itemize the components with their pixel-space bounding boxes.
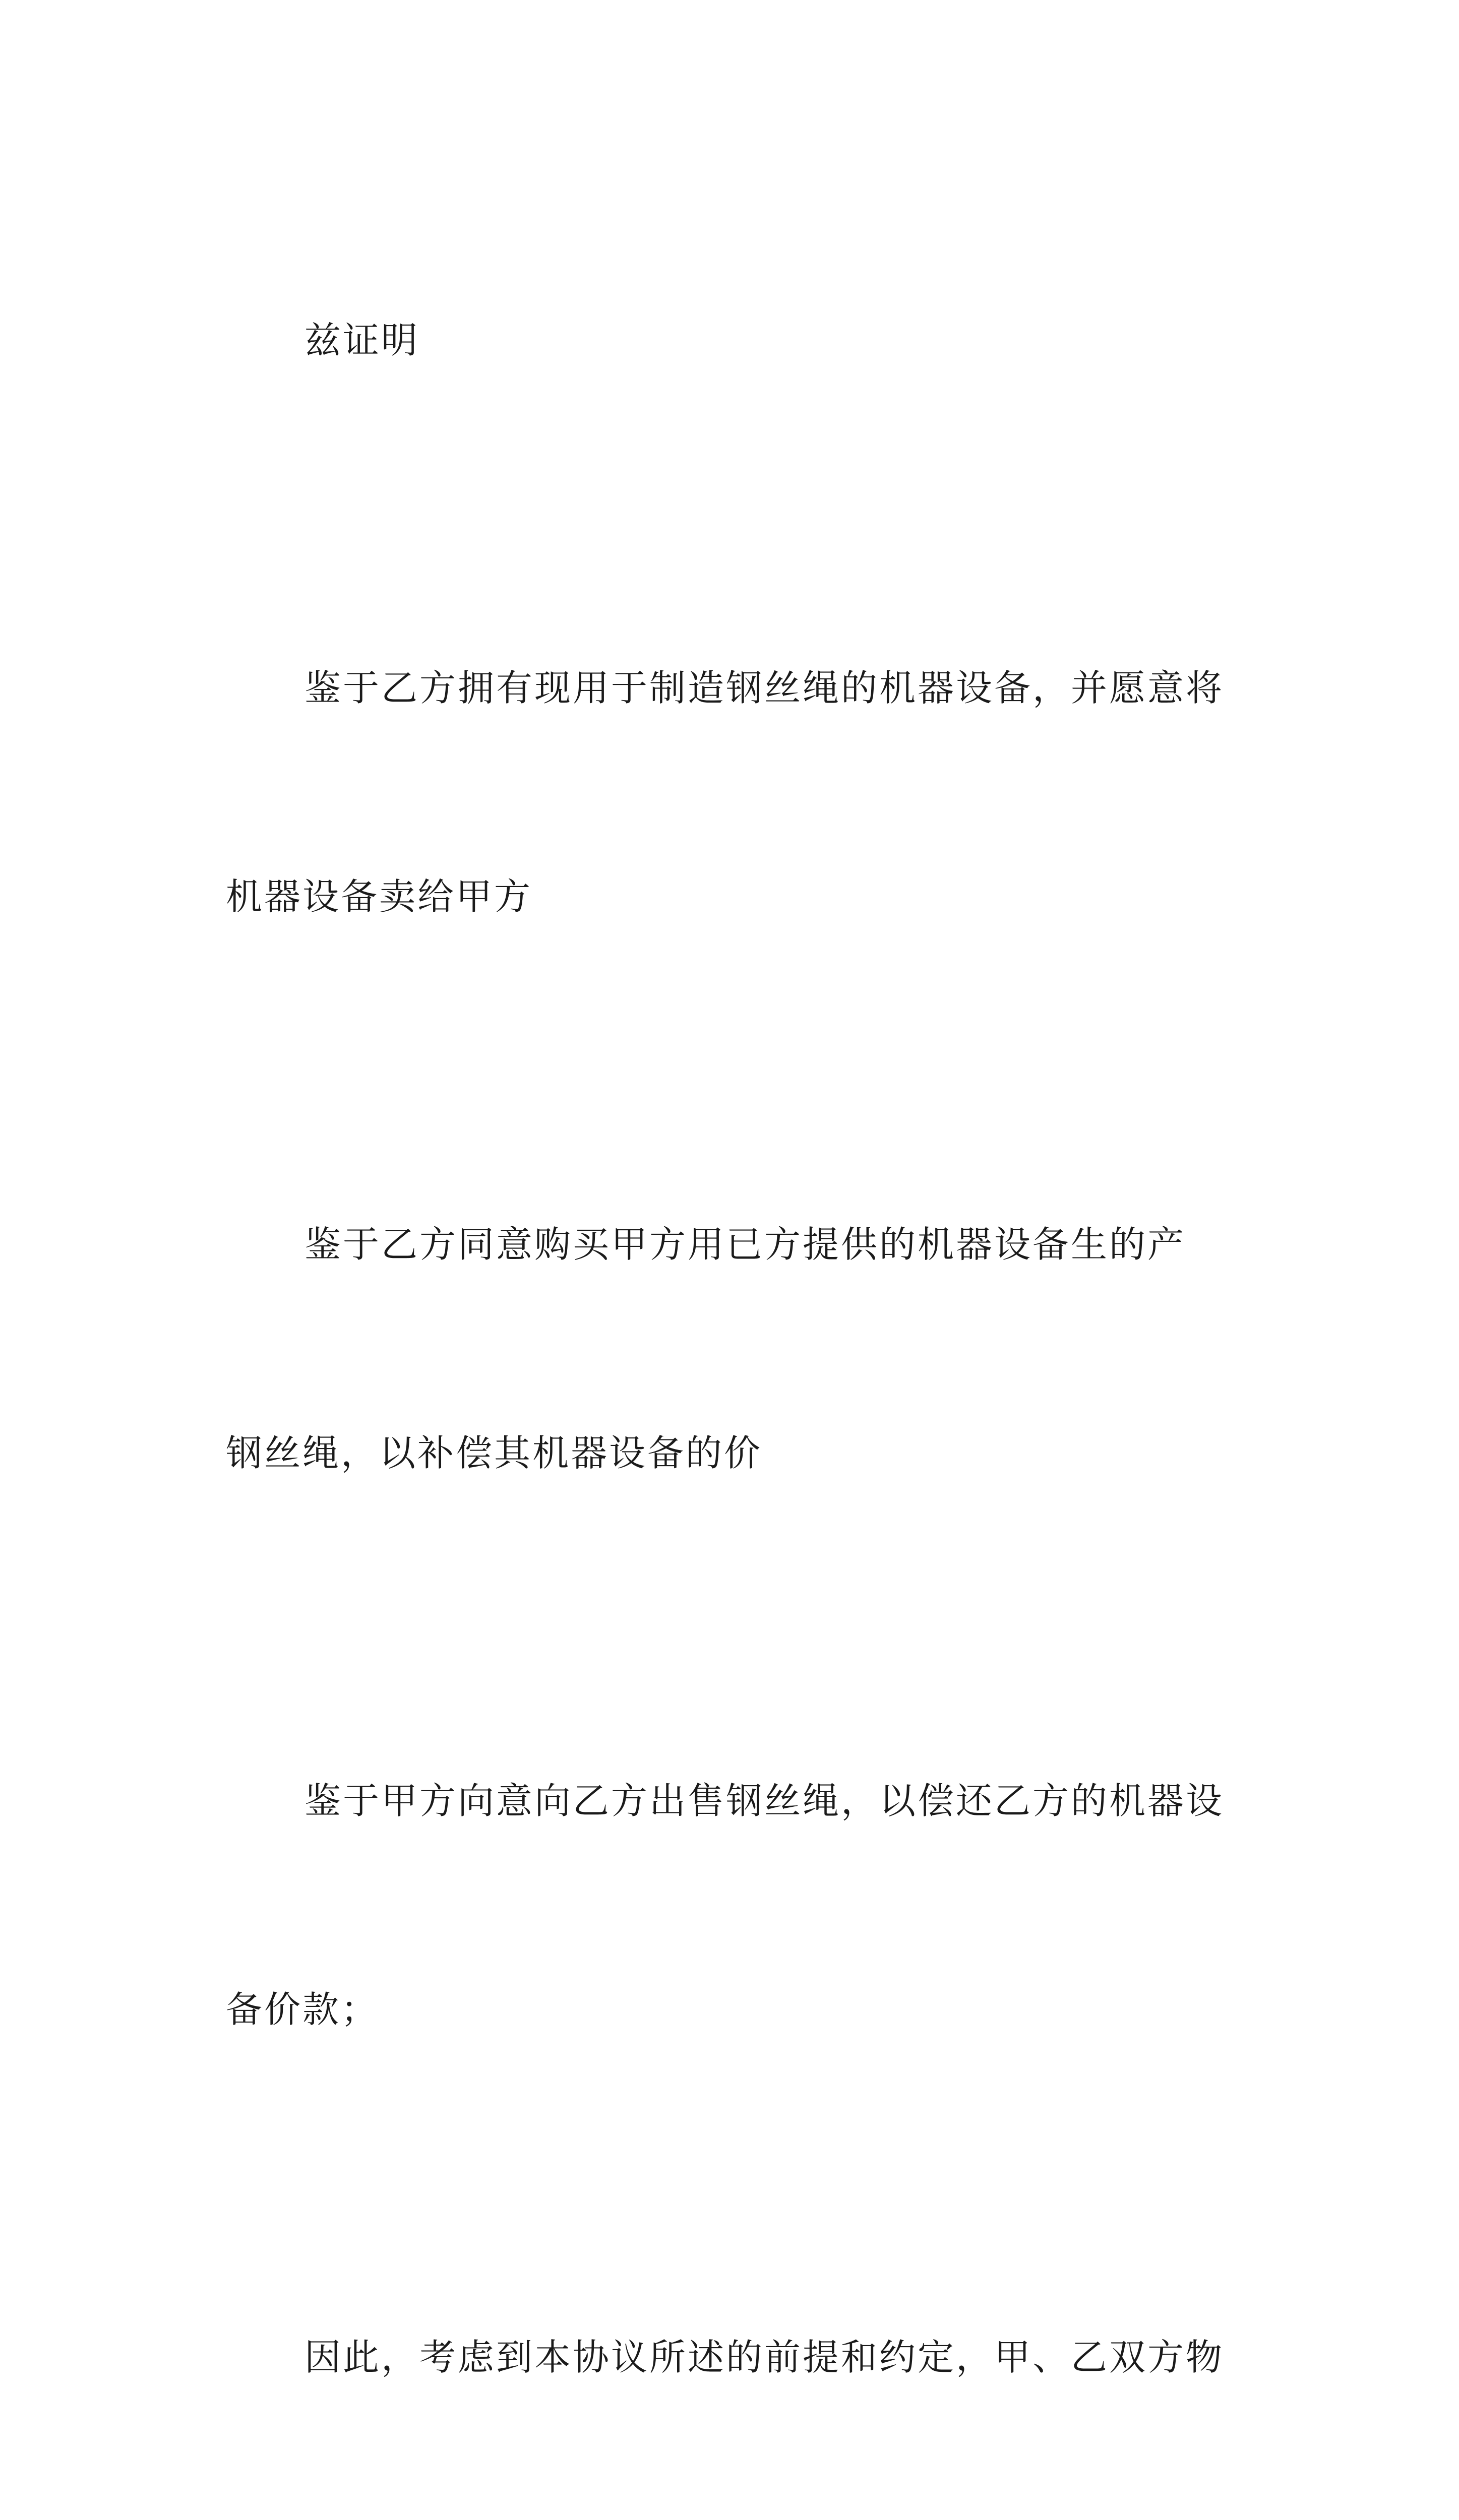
document-body [226,166,1249,2520]
paragraph-therefore [226,2183,1249,2520]
text-line: 兹证明 [305,319,420,361]
text-line: 鉴于乙方拥有现用于制造钢丝绳的机器设备，并愿意将 [305,667,1225,709]
text-line: 鉴于甲方向意向乙方出售钢丝绳，以偿还乙方的机器设 [305,1780,1225,1822]
paragraph-whereas-buyer-agrees [226,1070,1249,1627]
text-line: 因此，考虑到本协议所述的前提和约定，甲、乙双方物 [305,2336,1225,2378]
text-line: 钢丝绳，以补偿其机器设备的价 [226,1432,763,1474]
paragraph-whereas-seller-equipment [226,514,1249,1070]
text-line: 备价款； [226,1988,380,2031]
paragraph-certification [226,166,1249,514]
text-line: 机器设备卖给甲方 [226,875,533,918]
text-line: 鉴于乙方同意购买甲方用已方提供的机器设备生的产 [305,1223,1186,1266]
paragraph-whereas-repayment [226,1627,1249,2183]
